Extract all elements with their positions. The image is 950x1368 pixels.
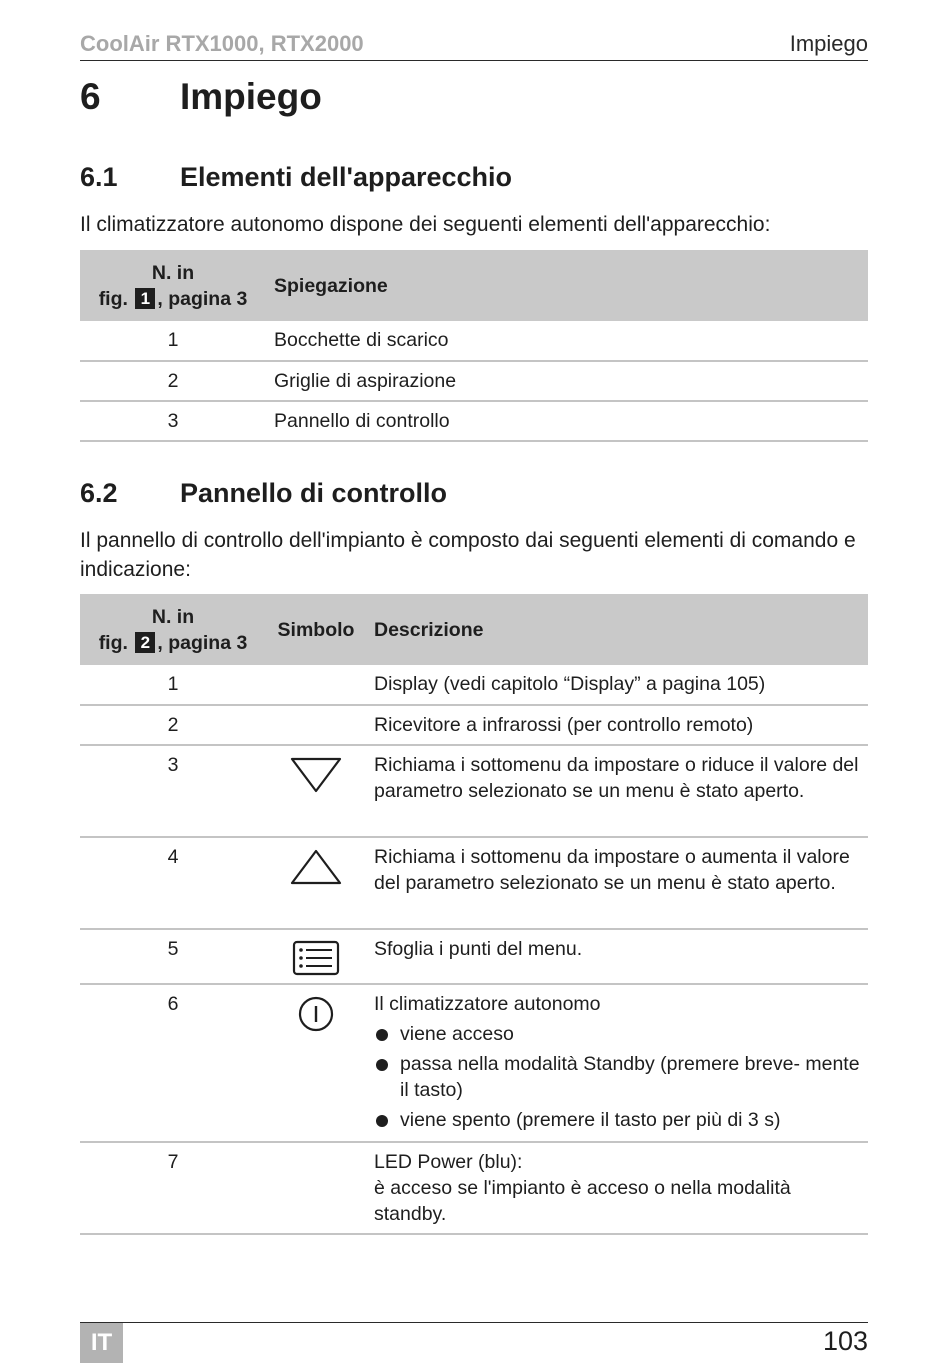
- header-section: Impiego: [789, 31, 868, 56]
- figure-number-badge: 1: [135, 288, 155, 309]
- row-number: 5: [80, 929, 266, 984]
- table-header-row: [80, 594, 868, 665]
- bullet-icon: [376, 1029, 388, 1041]
- table-row: [80, 745, 868, 837]
- row-text: Sfoglia i punti del menu.: [366, 929, 868, 984]
- row-symbol: [266, 1142, 366, 1234]
- chapter-number: 6: [80, 76, 101, 117]
- list-item: viene acceso: [374, 1021, 860, 1047]
- row-number: 6: [80, 984, 266, 1142]
- language-badge: IT: [80, 1323, 123, 1363]
- section-title: Pannello di controllo: [180, 478, 448, 508]
- description-intro: Il climatizzatore autonomo: [374, 993, 601, 1015]
- chapter-title: Impiego: [180, 76, 322, 117]
- section-heading-1: [80, 162, 512, 193]
- section-intro: Il pannello di controllo dell'impianto è composto dai seguenti elementi di comando e indicazione:: [80, 529, 856, 581]
- row-text: LED Power (blu): è acceso se l'impianto è acceso o nella modalità standby.: [366, 1142, 868, 1234]
- column-header-number: N. in fig. 2 , pagina 3: [80, 594, 266, 665]
- row-text: Richiama i sottomenu da impostare o aumenta il valore del parametro selezionato se un menu è stato aperto.: [366, 837, 868, 929]
- row-text: Ricevitore a infrarossi (per controllo remoto): [366, 705, 868, 745]
- table-row: [80, 321, 868, 361]
- table-row: [80, 929, 868, 984]
- row-number: 3: [80, 745, 266, 837]
- table-row: [80, 705, 868, 745]
- row-symbol: [266, 929, 366, 984]
- row-text: Bocchette di scarico: [266, 321, 868, 361]
- table-row: [80, 1142, 868, 1234]
- table-row: [80, 984, 868, 1142]
- row-symbol: [266, 705, 366, 745]
- power-icon: [297, 995, 335, 1033]
- row-text: Pannello di controllo: [266, 401, 868, 441]
- row-symbol: [266, 665, 366, 705]
- header-product: CoolAir RTX1000, RTX2000: [80, 31, 364, 56]
- row-number: 1: [80, 665, 266, 705]
- row-number: 3: [80, 401, 266, 441]
- column-header-description: Descrizione: [366, 594, 868, 665]
- section-title: Elementi dell'apparecchio: [180, 162, 513, 192]
- row-symbol: [266, 745, 366, 837]
- page-number: 103: [822, 1326, 868, 1356]
- triangle-up-icon: [290, 848, 342, 886]
- footer-rule: [80, 1322, 868, 1323]
- bullet-icon: [376, 1115, 388, 1127]
- manual-page: [80, 0, 868, 1368]
- row-number: 7: [80, 1142, 266, 1234]
- section-heading-2: [80, 478, 447, 509]
- table-row: [80, 401, 868, 441]
- section-number: 6.2: [80, 478, 118, 508]
- section-number: 6.1: [80, 162, 118, 192]
- column-header-number: N. in fig. 1 , pagina 3: [80, 250, 266, 321]
- row-text: Griglie di aspirazione: [266, 361, 868, 401]
- table-header-row: [80, 250, 868, 321]
- row-number: 4: [80, 837, 266, 929]
- elements-table: [80, 250, 868, 442]
- bullet-icon: [376, 1059, 388, 1071]
- row-number: 2: [80, 705, 266, 745]
- table-row: [80, 361, 868, 401]
- page-header: [80, 28, 868, 61]
- table-row: [80, 665, 868, 705]
- row-number: 1: [80, 321, 266, 361]
- list-item: viene spento (premere il tasto per più di 3 s): [374, 1107, 860, 1133]
- row-text: [366, 984, 868, 1142]
- control-panel-table: [80, 594, 868, 1235]
- column-header-symbol: Simbolo: [266, 594, 366, 665]
- column-header-explanation: Spiegazione: [266, 250, 868, 321]
- table-row: [80, 837, 868, 929]
- row-symbol: [266, 837, 366, 929]
- row-number: 2: [80, 361, 266, 401]
- list-item: passa nella modalità Standby (premere breve- mente il tasto): [374, 1051, 860, 1103]
- chapter-heading: [80, 76, 322, 118]
- section-intro: Il climatizzatore autonomo dispone dei seguenti elementi dell'apparecchio:: [80, 213, 771, 236]
- triangle-down-icon: [290, 756, 342, 794]
- row-text: Display (vedi capitolo “Display” a pagina 105): [366, 665, 868, 705]
- figure-number-badge: 2: [135, 632, 155, 653]
- row-text: Richiama i sottomenu da impostare o riduce il valore del parametro selezionato se un menu è stato aperto.: [366, 745, 868, 837]
- row-symbol: [266, 984, 366, 1142]
- menu-list-icon: [292, 940, 340, 976]
